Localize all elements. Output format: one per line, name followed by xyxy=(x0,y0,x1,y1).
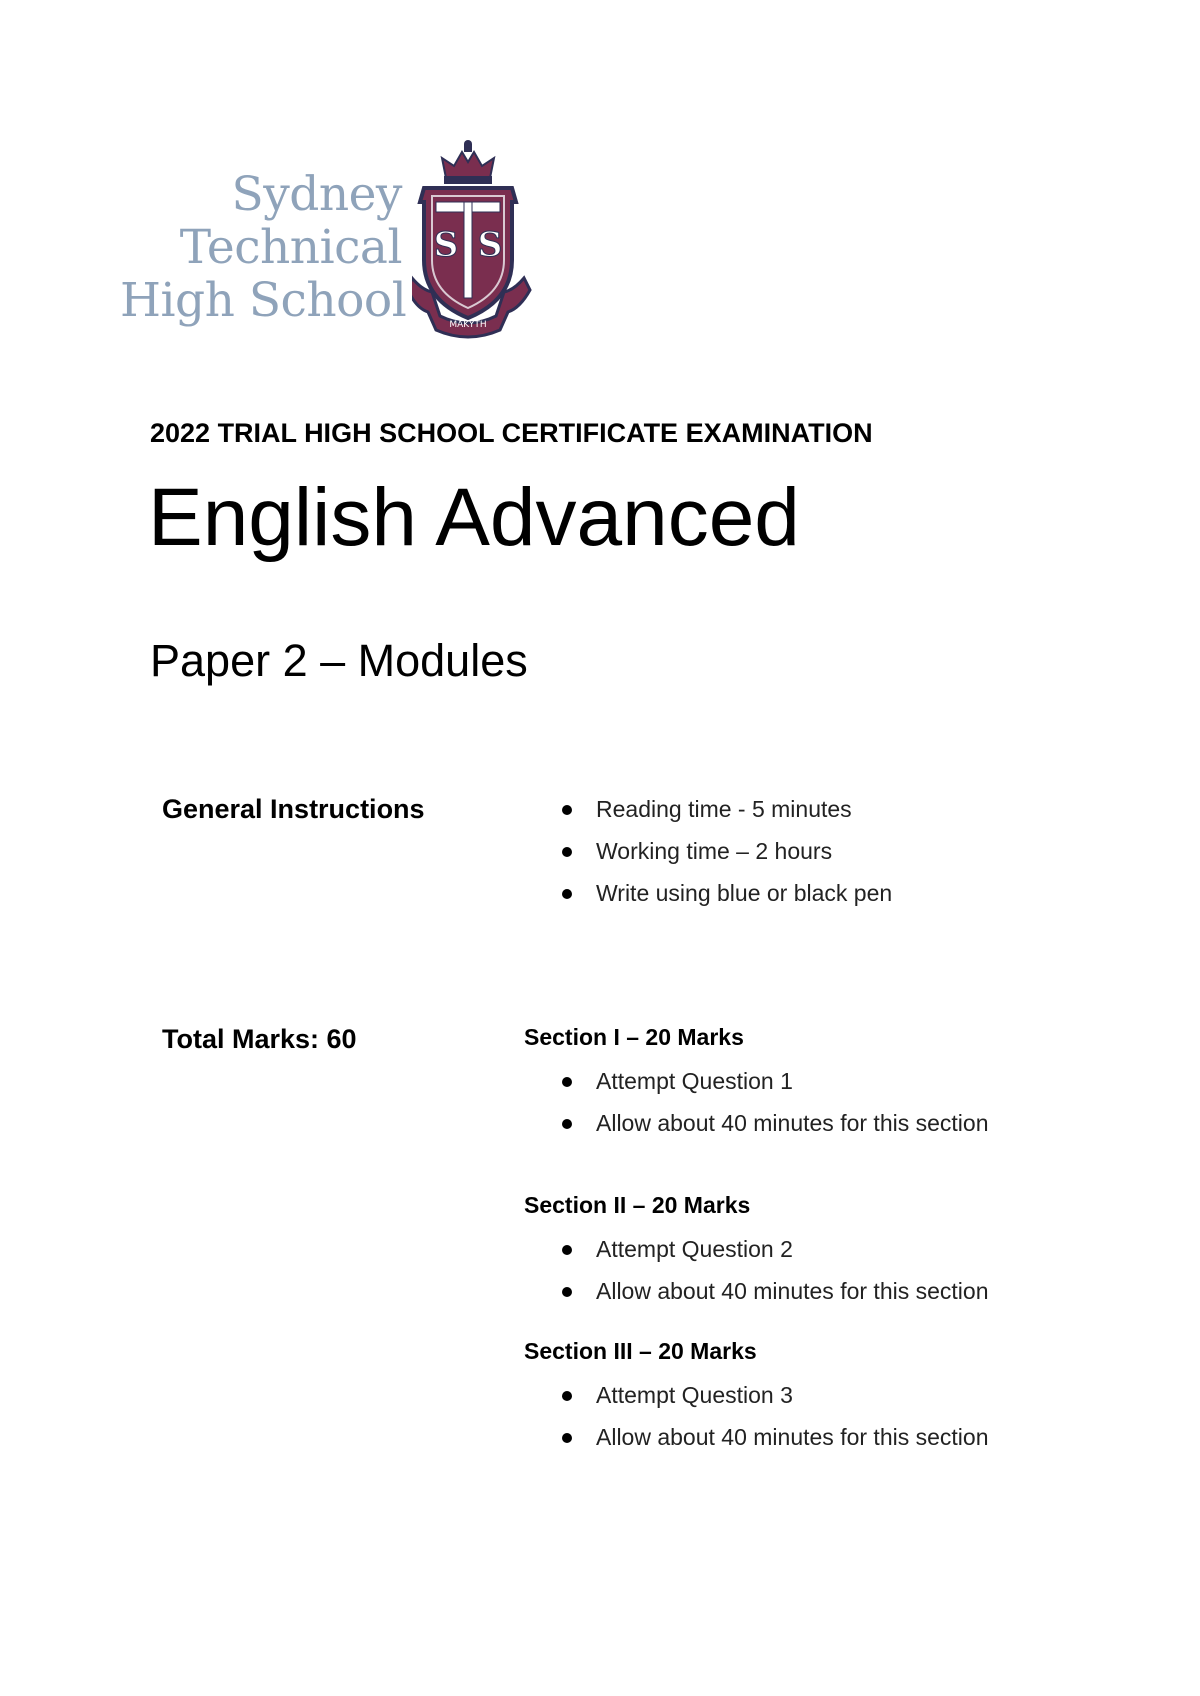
section-1-list xyxy=(560,1060,988,1144)
list-item: Attempt Question 2 xyxy=(560,1228,988,1270)
section-3-list xyxy=(560,1374,988,1458)
list-item: Working time – 2 hours xyxy=(560,830,892,872)
paper-title: Paper 2 – Modules xyxy=(150,635,528,686)
school-name-wordmark xyxy=(120,167,407,328)
wordmark-line: Sydney xyxy=(231,167,402,222)
wordmark-line: High School xyxy=(120,273,407,328)
list-item: Write using blue or black pen xyxy=(560,872,892,914)
svg-text:S: S xyxy=(433,225,459,265)
subject-title: English Advanced xyxy=(148,472,800,563)
crown-icon xyxy=(442,140,494,184)
list-item: Reading time - 5 minutes xyxy=(560,788,892,830)
section-3-heading: Section III – 20 Marks xyxy=(524,1338,757,1364)
section-2-list xyxy=(560,1228,988,1312)
list-item: Attempt Question 3 xyxy=(560,1374,988,1416)
school-crest-icon xyxy=(412,140,552,340)
svg-text:S: S xyxy=(477,225,503,265)
total-marks-label: Total Marks: 60 xyxy=(162,1024,357,1054)
exam-title: 2022 TRIAL HIGH SCHOOL CERTIFICATE EXAMINATION xyxy=(150,418,873,448)
wordmark-line: Technical xyxy=(179,220,402,275)
general-instructions-list xyxy=(560,788,892,914)
list-item: Allow about 40 minutes for this section xyxy=(560,1270,988,1312)
section-1-heading: Section I – 20 Marks xyxy=(524,1024,744,1050)
svg-text:MAKYTH: MAKYTH xyxy=(449,320,487,330)
general-instructions-label: General Instructions xyxy=(162,794,425,824)
list-item: Allow about 40 minutes for this section xyxy=(560,1102,988,1144)
list-item: Allow about 40 minutes for this section xyxy=(560,1416,988,1458)
section-2-heading: Section II – 20 Marks xyxy=(524,1192,751,1218)
list-item: Attempt Question 1 xyxy=(560,1060,988,1102)
